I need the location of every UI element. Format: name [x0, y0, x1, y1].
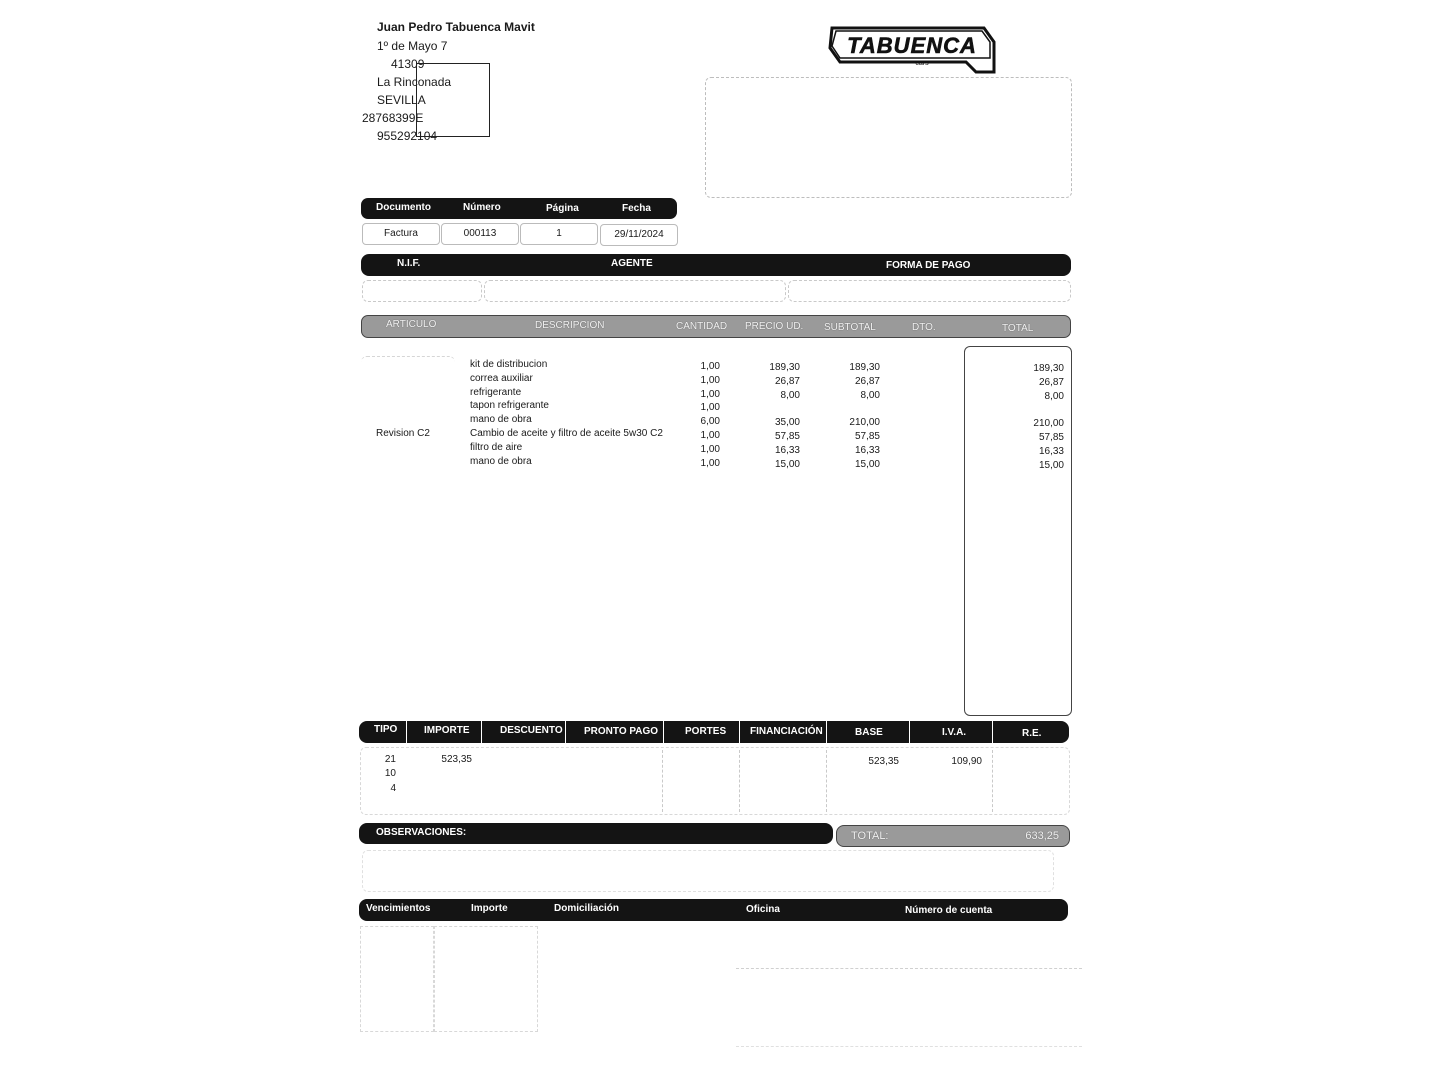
col-base: BASE — [855, 727, 883, 738]
items-quantities — [670, 360, 720, 470]
sender-province: SEVILLA — [377, 93, 426, 107]
item-total: 210,00 — [1033, 418, 1064, 430]
sender-phone: 955292104 — [377, 129, 438, 143]
tax-base: 523,35 — [868, 756, 899, 767]
document-header-bar — [361, 198, 677, 219]
col-tipo: TIPO — [374, 724, 398, 735]
label-documento: Documento — [376, 202, 431, 213]
item-desc: correa auxiliar — [470, 372, 533, 384]
label-numero: Número — [463, 202, 501, 213]
col-dto: DTO. — [912, 322, 936, 333]
item-qty: 6,00 — [700, 416, 720, 428]
item-price: 8,00 — [780, 389, 800, 401]
address-frame — [416, 63, 490, 137]
item-price: 57,85 — [774, 430, 800, 442]
col-cantidad: CANTIDAD — [676, 321, 728, 332]
item-price: 16,33 — [774, 444, 800, 456]
tax-tipo: 10 — [384, 768, 396, 779]
item-total: 15,00 — [1038, 459, 1064, 471]
item-desc: filtro de aire — [470, 441, 523, 453]
item-price: 26,87 — [774, 375, 800, 387]
col-precio: PRECIO UD. — [745, 321, 804, 332]
items-header-bar — [361, 315, 1071, 338]
col-total: TOTAL — [1002, 323, 1034, 334]
item-desc: tapon refrigerante — [470, 400, 549, 412]
value-documento: Factura — [362, 223, 440, 245]
sender-tax-id: 28768399E — [362, 111, 424, 125]
col-oficina: Oficina — [746, 904, 780, 915]
item-subtotal: 210,00 — [849, 417, 880, 429]
item-price — [740, 402, 800, 416]
item-qty: 1,00 — [700, 457, 720, 469]
col-financiacion: FINANCIACIÓN — [750, 726, 823, 737]
tax-iva: 109,90 — [951, 756, 982, 767]
item-qty: 1,00 — [700, 429, 720, 441]
forma-pago-field — [788, 280, 1071, 302]
vencimientos-field — [360, 926, 434, 1032]
items-subtotals — [820, 361, 880, 471]
agente-field — [484, 280, 786, 302]
observaciones-bar — [359, 823, 833, 844]
signature-line — [736, 1046, 1082, 1047]
label-agente: AGENTE — [611, 258, 653, 269]
payment-header-bar — [359, 899, 1068, 921]
label-fecha: Fecha — [622, 203, 651, 214]
item-desc: mano de obra — [470, 455, 532, 467]
item-subtotal: 16,33 — [854, 444, 880, 456]
tax-tipo: 21 — [384, 754, 396, 765]
item-total: 189,30 — [1033, 363, 1064, 374]
importe-pago-field — [434, 926, 538, 1032]
info-header-bar — [361, 254, 1071, 276]
item-subtotal: 57,85 — [854, 430, 880, 442]
item-desc: kit de distribucion — [470, 359, 548, 370]
account-line — [736, 968, 1082, 969]
item-price: 35,00 — [774, 417, 800, 429]
item-subtotal: 26,87 — [854, 375, 880, 387]
article-column-frame — [361, 356, 455, 717]
item-desc: refrigerante — [470, 386, 522, 398]
sender-city: La Rinconada — [377, 75, 452, 89]
total-value: 633,25 — [1025, 830, 1059, 842]
col-articulo: ARTICULO — [386, 319, 437, 330]
col-vencimientos: Vencimientos — [366, 903, 431, 914]
value-fecha: 29/11/2024 — [600, 224, 678, 246]
item-total: 26,87 — [1038, 376, 1064, 388]
recipient-box — [705, 77, 1072, 198]
item-total: 57,85 — [1038, 431, 1064, 443]
total-label: TOTAL: — [851, 830, 889, 842]
sender-name: Juan Pedro Tabuenca Mavit — [377, 20, 535, 34]
label-pagina: Página — [546, 203, 579, 214]
item-qty: 1,00 — [700, 402, 720, 414]
col-descripcion: DESCRIPCION — [535, 320, 605, 331]
col-numero-cuenta: Número de cuenta — [905, 905, 993, 916]
item-desc: mano de obra — [470, 414, 532, 426]
value-pagina: 1 — [520, 223, 598, 245]
article-code: Revision C2 — [376, 428, 430, 439]
item-desc: Cambio de aceite y filtro de aceite 5w30 C2 — [470, 427, 663, 439]
item-subtotal: 8,00 — [860, 389, 880, 401]
company-logo — [826, 26, 996, 74]
col-importe-pago: Importe — [471, 903, 508, 914]
nif-field — [362, 280, 482, 302]
observaciones-label: OBSERVACIONES: — [376, 827, 467, 838]
item-qty: 1,00 — [700, 443, 720, 455]
sender-street: 1º de Mayo 7 — [377, 39, 448, 53]
logo-brand: TABUENCA — [847, 33, 977, 58]
items-totals — [1000, 362, 1064, 472]
value-numero: 000113 — [441, 223, 519, 245]
col-subtotal: SUBTOTAL — [824, 322, 876, 333]
item-qty: 1,00 — [700, 361, 720, 372]
tax-header-bar — [359, 721, 1069, 743]
total-bar — [836, 825, 1070, 847]
item-qty: 1,00 — [700, 388, 720, 400]
item-price: 189,30 — [769, 362, 800, 373]
logo-graphic — [826, 26, 996, 74]
item-subtotal — [820, 402, 880, 416]
logo-sub: cars — [915, 60, 929, 67]
label-nif: N.I.F. — [397, 258, 421, 269]
items-prices — [740, 361, 800, 471]
item-qty: 1,00 — [700, 374, 720, 386]
col-portes: PORTES — [685, 726, 727, 737]
sender-postal-code: 41309 — [391, 57, 425, 71]
tax-tipo: 4 — [390, 783, 396, 794]
items-descriptions — [470, 358, 663, 468]
observaciones-field — [362, 850, 1054, 892]
tax-importe: 523,35 — [441, 754, 472, 765]
col-descuento: DESCUENTO — [500, 725, 563, 736]
col-pronto-pago: PRONTO PAGO — [584, 726, 659, 737]
label-forma-pago: FORMA DE PAGO — [886, 260, 971, 271]
item-total: 8,00 — [1044, 390, 1064, 402]
item-total: 16,33 — [1038, 445, 1064, 457]
item-total — [1000, 403, 1064, 417]
item-price: 15,00 — [774, 458, 800, 470]
item-subtotal: 189,30 — [849, 362, 880, 373]
item-subtotal: 15,00 — [854, 458, 880, 470]
col-re: R.E. — [1022, 728, 1042, 739]
col-domiciliacion: Domiciliación — [554, 903, 620, 914]
col-iva: I.V.A. — [942, 727, 967, 738]
col-importe: IMPORTE — [424, 725, 470, 736]
